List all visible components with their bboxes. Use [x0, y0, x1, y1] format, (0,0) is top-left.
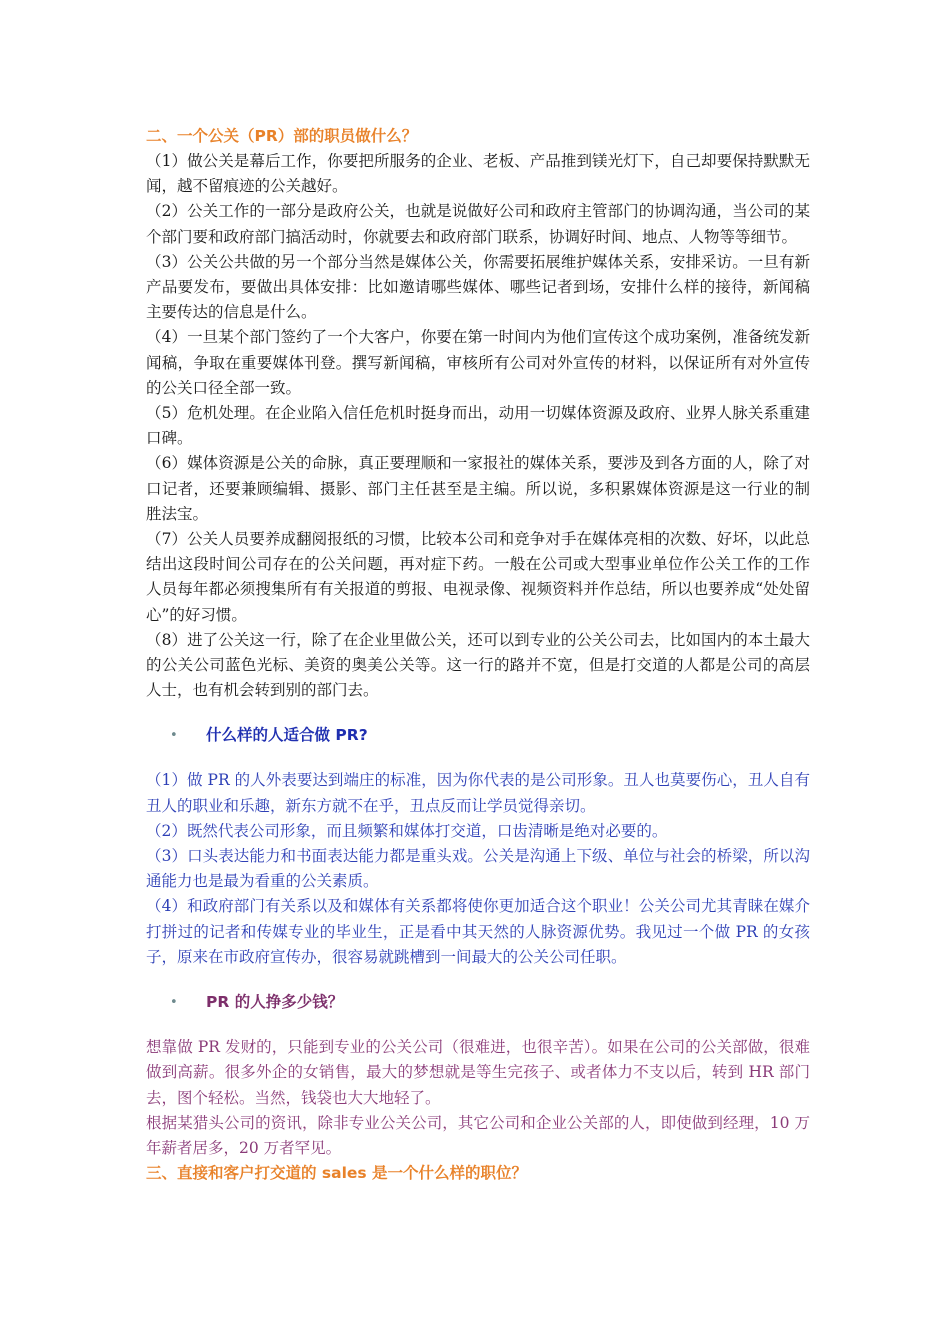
suitability-item-3: （3）口头表达能力和书面表达能力都是重头戏。公关是沟通上下级、单位与社会的桥梁，所以沟通能力也是最为看重的公关素质。	[146, 847, 810, 891]
bullet-marker: •	[170, 995, 178, 1011]
section-2-item-7: （7）公关人员要养成翻阅报纸的习惯，比较本公司和竞争对手在媒体亮相的次数、好坏，以此总结出这段时间公司存在的公关问题，再对症下药。一般在公司或大型事业单位作公关工作的工作人员每年都必须搜集所有有关报道的剪报、电视录像、视频资料并作总结，所以也要养成“处处留心”的好习惯。	[146, 530, 810, 624]
bullet-heading-who-suits-pr	[146, 723, 810, 748]
bullet-marker: •	[170, 728, 178, 744]
section-2-item-5: （5）危机处理。在企业陷入信任危机时挺身而出，动用一切媒体资源及政府、业界人脉关系重建口碑。	[146, 404, 810, 448]
section-2-item-2: （2）公关工作的一部分是政府公关，也就是说做好公司和政府主管部门的协调沟通，当公司的某个部门要和政府部门搞活动时，你就要去和政府部门联系，协调好时间、地点、人物等等细节。	[146, 202, 810, 246]
suitability-item-2: （2）既然代表公司形象，而且频繁和媒体打交道，口齿清晰是绝对必要的。	[146, 821, 668, 840]
section-2-item-6: （6）媒体资源是公关的命脉，真正要理顺和一家报社的媒体关系，要涉及到各方面的人，除了对口记者，还要兼顾编辑、摄影、部门主任甚至是主编。所以说，多积累媒体资源是这一行业的制胜法宝。	[146, 454, 810, 523]
section-2-item-3: （3）公关公共做的另一个部分当然是媒体公关，你需要拓展维护媒体关系，安排采访。一旦有新产品要发布，要做出具体安排：比如邀请哪些媒体、哪些记者到场，安排什么样的接待，新闻稿主要传达的信息是什么。	[146, 252, 810, 322]
section-2-item-8: （8）进了公关这一行，除了在企业里做公关，还可以到专业的公关公司去，比如国内的本土最大的公关公司蓝色光标、美资的奥美公关等。这一行的路并不宽，但是打交道的人都是公司的高层人士，也有机会转到别的部门去。	[146, 630, 810, 700]
suitability-item-1: （1）做 PR 的人外表要达到端庄的标准，因为你代表的是公司形象。丑人也莫要伤心，丑人自有丑人的职业和乐趣，新东方就不在乎，丑点反而让学员觉得亲切。	[146, 771, 810, 815]
bullet-heading-pr-salary	[146, 990, 810, 1015]
section-2-heading: 二、一个公关（PR）部的职员做什么？	[146, 127, 418, 145]
section-2-item-1: （1）做公关是幕后工作，你要把所服务的企业、老板、产品推到镁光灯下，自己却要保持默默无闻，越不留痕迹的公关越好。	[146, 152, 810, 196]
salary-paragraph-2: 根据某猎头公司的资讯，除非专业公关公司，其它公司和企业公关部的人，即使做到经理，10 万年薪者居多，20 万者罕见。	[146, 1113, 810, 1157]
section-2-item-4: （4）一旦某个部门签约了一个大客户，你要在第一时间内为他们宣传这个成功案例，准备统发新闻稿，争取在重要媒体刊登。撰写新闻稿，审核所有公司对外宣传的材料，以保证所有对外宣传的公关口径全部一致。	[146, 328, 810, 397]
section-3-heading: 三、直接和客户打交道的 sales 是一个什么样的职位？	[146, 1164, 528, 1183]
bullet-title: 什么样的人适合做 PR?	[206, 726, 368, 745]
bullet-title: PR 的人挣多少钱？	[206, 993, 344, 1012]
document-body	[146, 124, 810, 1186]
salary-paragraph-1: 想靠做 PR 发财的，只能到专业的公关公司（很难进，也很辛苦）。如果在公司的公关部做，很难做到高薪。很多外企的女销售，最大的梦想就是等生完孩子、或者体力不支以后，转到 HR 部门去，图个轻松。当然，钱袋也大大地轻了。	[146, 1038, 810, 1107]
suitability-item-4: （4）和政府部门有关系以及和媒体有关系都将使你更加适合这个职业！公关公司尤其青睐在媒介打拼过的记者和传媒专业的毕业生，正是看中其天然的人脉资源优势。我见过一个做 PR 的女孩子，原来在市政府宣传办，很容易就跳槽到一间最大的公关公司任职。	[146, 897, 810, 966]
